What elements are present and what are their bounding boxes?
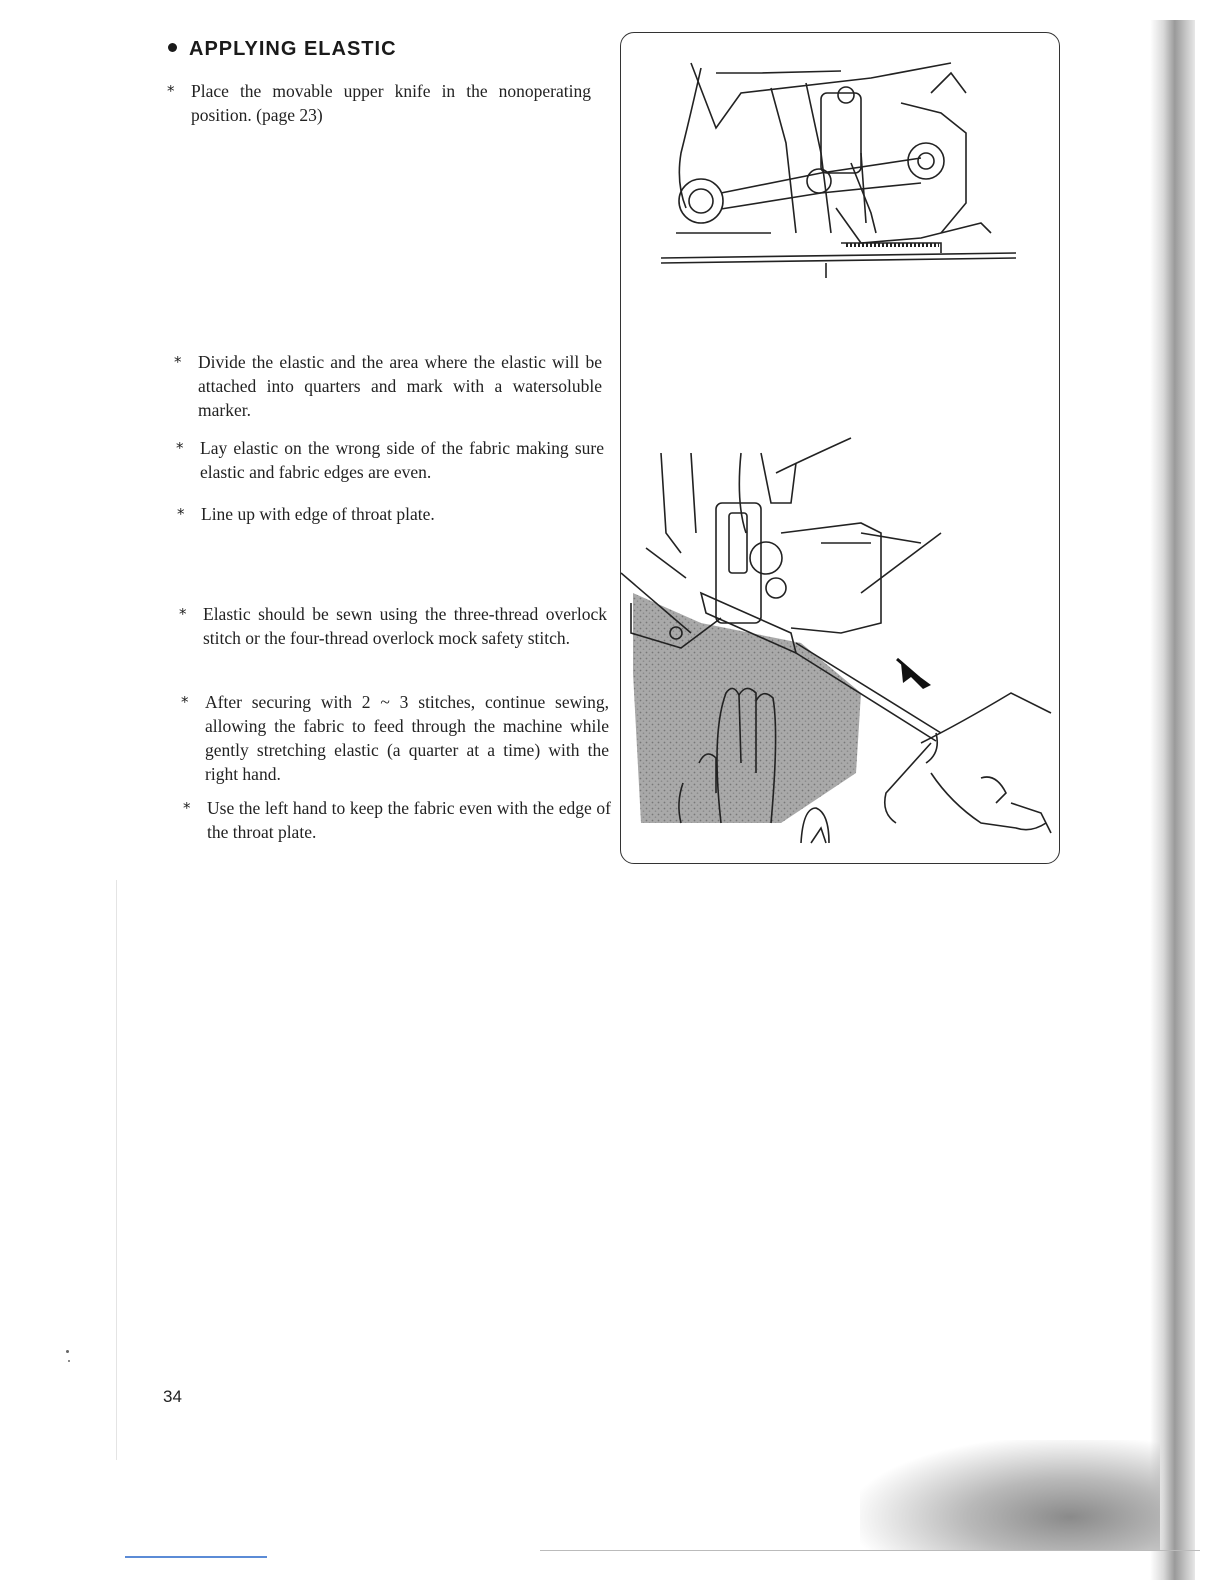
bullet-icon — [168, 43, 177, 52]
blue-rule — [125, 1556, 267, 1558]
asterisk-bullet: * — [181, 693, 189, 711]
scan-corner-shadow — [860, 1440, 1160, 1550]
section-heading — [168, 38, 397, 61]
asterisk-bullet: * — [167, 82, 175, 100]
instruction-text: Place the movable upper knife in the nonoperating position. (page 23) — [191, 81, 591, 125]
illustration-drawing — [621, 33, 1059, 863]
instruction-text: Elastic should be sewn using the three-thread overlock stitch or the four-thread overlock mock safety stitch. — [203, 604, 607, 648]
page-number: 34 — [163, 1387, 182, 1406]
instruction-item — [174, 350, 602, 422]
instruction-item — [179, 602, 607, 650]
asterisk-bullet: * — [176, 439, 184, 457]
scan-speck — [66, 1350, 69, 1353]
scan-bottom-line — [540, 1550, 1200, 1551]
instruction-text: After securing with 2 ~ 3 stitches, continue sewing, allowing the fabric to feed through the machine while gently stretching elastic (a quarter at a time) with the right hand. — [205, 692, 609, 784]
instruction-item — [181, 690, 609, 786]
margin-line — [116, 880, 117, 1460]
instruction-item — [183, 796, 611, 844]
instruction-item — [177, 502, 605, 526]
sewing-elastic-drawing — [621, 438, 1051, 843]
knife-assembly-drawing — [661, 63, 1016, 278]
instruction-text: Divide the elastic and the area where the elastic will be attached into quarters and mark with a watersoluble marker. — [198, 352, 602, 420]
instruction-text: Lay elastic on the wrong side of the fabric making sure elastic and fabric edges are even. — [200, 438, 604, 482]
scan-speck — [68, 1360, 70, 1362]
instruction-item — [167, 79, 591, 127]
asterisk-bullet: * — [183, 799, 191, 817]
instruction-text: Use the left hand to keep the fabric even with the edge of the throat plate. — [207, 798, 611, 842]
asterisk-bullet: * — [174, 353, 182, 371]
section-heading-text: APPLYING ELASTIC — [189, 38, 397, 60]
asterisk-bullet: * — [177, 505, 185, 523]
illustration-panel — [620, 32, 1060, 864]
instruction-text: Line up with edge of throat plate. — [201, 504, 435, 524]
scan-edge-shadow — [1150, 20, 1195, 1580]
instruction-item — [176, 436, 604, 484]
asterisk-bullet: * — [179, 605, 187, 623]
fabric-shading — [633, 593, 861, 823]
